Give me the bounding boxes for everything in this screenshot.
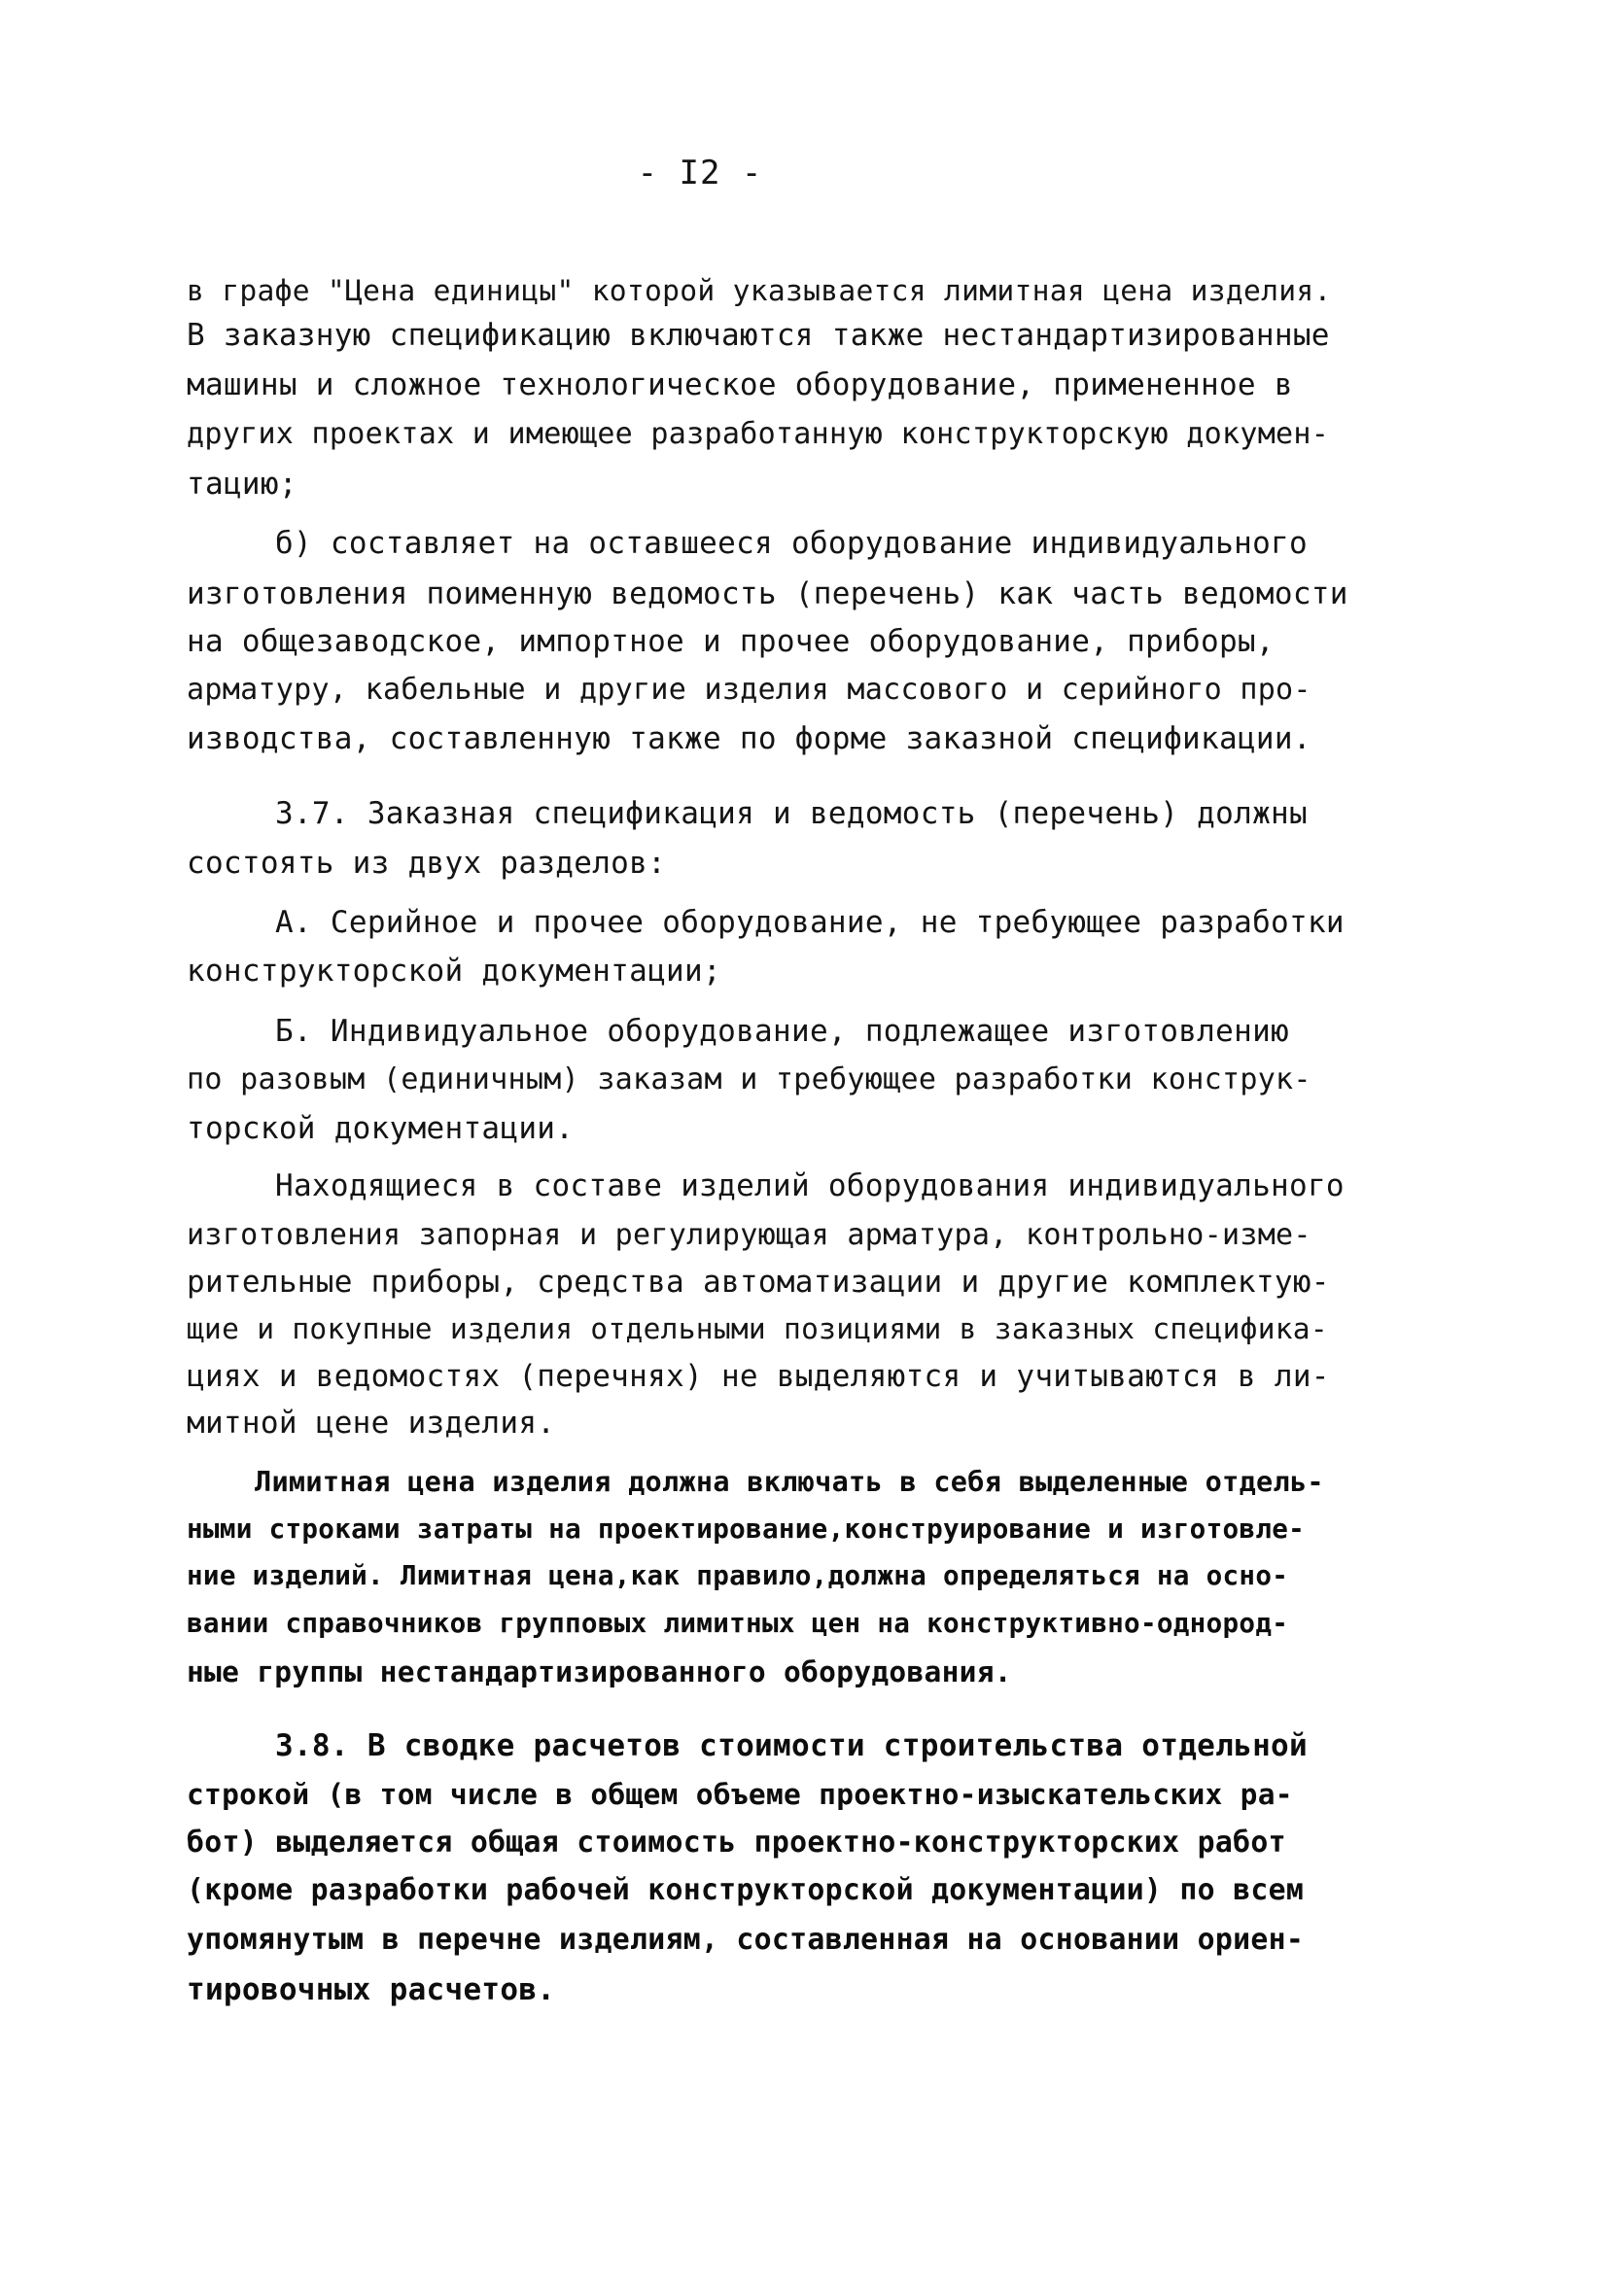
text-line: (кроме разработки рабочей конструкторской документации) по всем xyxy=(187,1873,1305,1907)
text-line: ние изделий. Лимитная цена,как правило,должна определяться на осно- xyxy=(187,1559,1289,1591)
text-line: Находящиеся в составе изделий оборудования индивидуального xyxy=(275,1168,1345,1203)
text-line: 3.8. В сводке расчетов стоимости строительства отдельной xyxy=(275,1728,1308,1763)
text-line: тацию; xyxy=(187,467,297,502)
text-line: на общезаводское, импортное и прочее оборудование, приборы, xyxy=(187,624,1275,659)
text-line: циях и ведомостях (перечнях) не выделяются и учитываются в ли- xyxy=(187,1359,1330,1394)
text-line: изготовления запорная и регулирующая арматура, контрольно-изме- xyxy=(187,1218,1311,1252)
text-line: митной цене изделия. xyxy=(187,1406,556,1441)
text-line: бот) выделяется общая стоимость проектно-конструкторских работ xyxy=(187,1826,1286,1860)
text-line: торской документации. xyxy=(187,1111,575,1146)
text-line: упомянутым в перечне изделиям, составленная на основании ориен- xyxy=(187,1923,1305,1957)
text-line: строкой (в том числе в общем объеме проектно-изыскательских ра- xyxy=(187,1778,1293,1811)
text-line: конструкторской документации; xyxy=(187,954,721,989)
text-line: ными строками затраты на проектирование,конструирование и изготовле- xyxy=(187,1513,1306,1545)
text-line: изводства, составленную также по форме заказной спецификации. xyxy=(187,721,1311,756)
text-line: в графе "Цена единицы" которой указывается лимитная цена изделия. xyxy=(187,274,1332,307)
page-number: - I2 - xyxy=(637,154,763,192)
text-line: других проектах и имеющее разработанную конструкторскую докумен- xyxy=(187,417,1330,451)
text-line: вании справочников групповых лимитных цен на конструктивно-однород- xyxy=(187,1607,1289,1639)
text-line: щие и покупные изделия отдельными позициями в заказных специфика- xyxy=(187,1312,1328,1345)
text-line: А. Серийное и прочее оборудование, не требующее разработки xyxy=(275,905,1345,940)
text-line: изготовления поименную ведомость (перечень) как часть ведомости xyxy=(187,576,1348,611)
text-line: б) составляет на оставшееся оборудование индивидуального xyxy=(275,526,1308,561)
text-line: рительные приборы, средства автоматизации и другие комплектую- xyxy=(187,1265,1330,1300)
text-line: по разовым (единичным) заказам и требующее разработки конструк- xyxy=(187,1062,1311,1096)
text-line: Лимитная цена изделия должна включать в себя выделенные отдель- xyxy=(255,1466,1324,1498)
text-line: В заказную спецификацию включаются также нестандартизированные xyxy=(187,318,1330,353)
text-line: состоять из двух разделов: xyxy=(187,846,667,881)
text-line: машины и сложное технологическое оборудование, примененное в xyxy=(187,367,1293,402)
text-line: тировочных расчетов. xyxy=(187,1972,556,2007)
text-line: ные группы нестандартизированного оборудования. xyxy=(187,1655,1012,1688)
text-line: 3.7. Заказная спецификация и ведомость (перечень) должны xyxy=(275,796,1308,831)
text-line: Б. Индивидуальное оборудование, подлежащее изготовлению xyxy=(275,1014,1289,1049)
text-line: арматуру, кабельные и другие изделия массового и серийного про- xyxy=(187,673,1311,707)
